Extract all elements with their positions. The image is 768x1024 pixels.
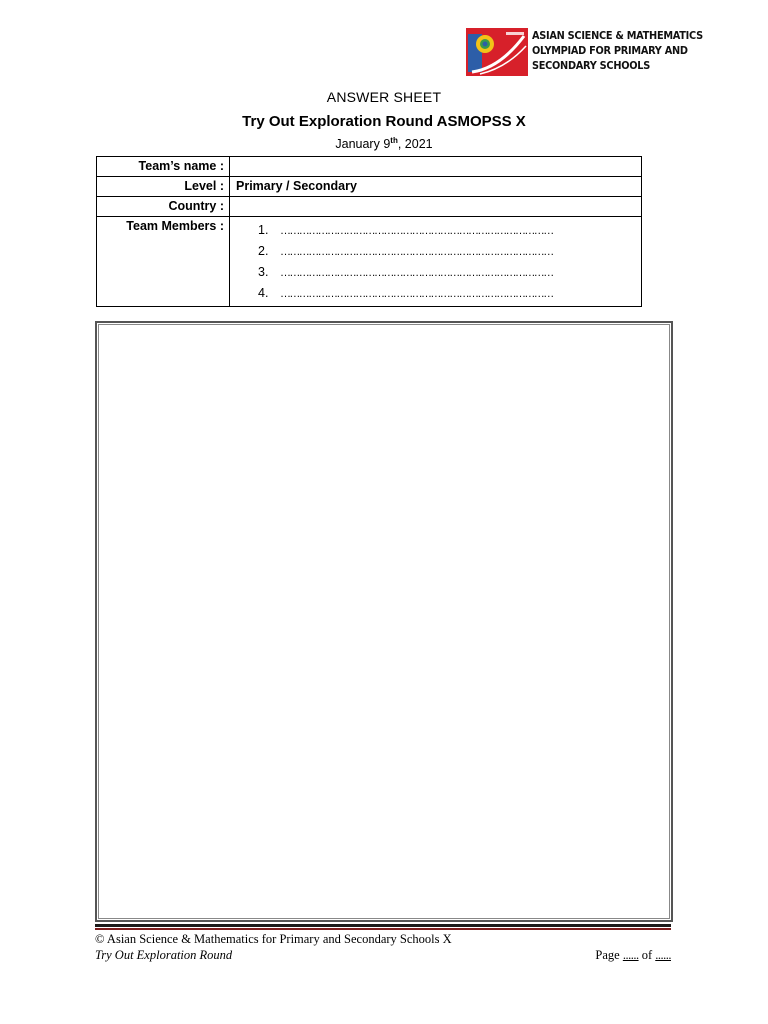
total-pages-blank[interactable]: ...... bbox=[655, 948, 671, 962]
team-name-label: Team’s name : bbox=[97, 157, 230, 177]
member-dotted-line: …………………………………………………………………………… bbox=[280, 246, 553, 258]
answer-area[interactable] bbox=[95, 321, 673, 922]
page-number bbox=[595, 948, 671, 963]
country-row bbox=[97, 197, 642, 217]
footer-rule-red bbox=[95, 928, 671, 930]
member-line[interactable] bbox=[258, 241, 635, 262]
team-members-list bbox=[236, 217, 635, 306]
level-row bbox=[97, 177, 642, 197]
logo-line-3: SECONDARY SCHOOLS bbox=[532, 60, 650, 72]
date-suffix: th bbox=[390, 135, 398, 145]
logo-text bbox=[532, 29, 716, 74]
team-members-field bbox=[230, 217, 642, 307]
member-line[interactable] bbox=[258, 262, 635, 283]
member-dotted-line: …………………………………………………………………………… bbox=[280, 288, 553, 300]
footer-subtitle: Try Out Exploration Round bbox=[95, 948, 233, 962]
asmopss-logo bbox=[466, 28, 703, 78]
page-label: Page bbox=[595, 948, 620, 962]
member-number: 3. bbox=[258, 265, 269, 279]
member-number: 4. bbox=[258, 286, 269, 300]
round-title: Try Out Exploration Round ASMOPSS X bbox=[242, 113, 526, 130]
footer-rule-dark bbox=[95, 924, 671, 927]
member-number: 2. bbox=[258, 244, 269, 258]
level-field[interactable]: Primary / Secondary bbox=[230, 177, 642, 197]
team-members-row bbox=[97, 217, 642, 307]
team-members-label: Team Members : bbox=[97, 217, 230, 307]
date bbox=[0, 137, 768, 151]
member-number: 1. bbox=[258, 223, 269, 237]
olympiad-logo-icon bbox=[466, 28, 528, 76]
answer-sheet-title: ANSWER SHEET bbox=[326, 89, 442, 105]
logo-line-2: OLYMPIAD FOR PRIMARY AND bbox=[532, 45, 688, 57]
country-label: Country : bbox=[97, 197, 230, 217]
member-dotted-line: …………………………………………………………………………… bbox=[280, 267, 553, 279]
date-year: , 2021 bbox=[397, 137, 433, 151]
team-name-field[interactable] bbox=[230, 157, 642, 177]
team-info-table bbox=[96, 156, 642, 307]
page-blank[interactable]: ...... bbox=[622, 948, 639, 962]
team-name-row bbox=[97, 157, 642, 177]
logo-line-1: ASIAN SCIENCE & MATHEMATICS bbox=[532, 30, 703, 42]
of-label: of bbox=[641, 948, 653, 962]
level-label: Level : bbox=[97, 177, 230, 197]
country-field[interactable] bbox=[230, 197, 642, 217]
member-line[interactable] bbox=[258, 220, 635, 241]
footer-copyright: © Asian Science & Mathematics for Primary and Secondary Schools X bbox=[95, 932, 452, 946]
member-line[interactable] bbox=[258, 283, 635, 304]
date-prefix: January 9 bbox=[335, 137, 391, 151]
member-dotted-line: …………………………………………………………………………… bbox=[280, 225, 553, 237]
